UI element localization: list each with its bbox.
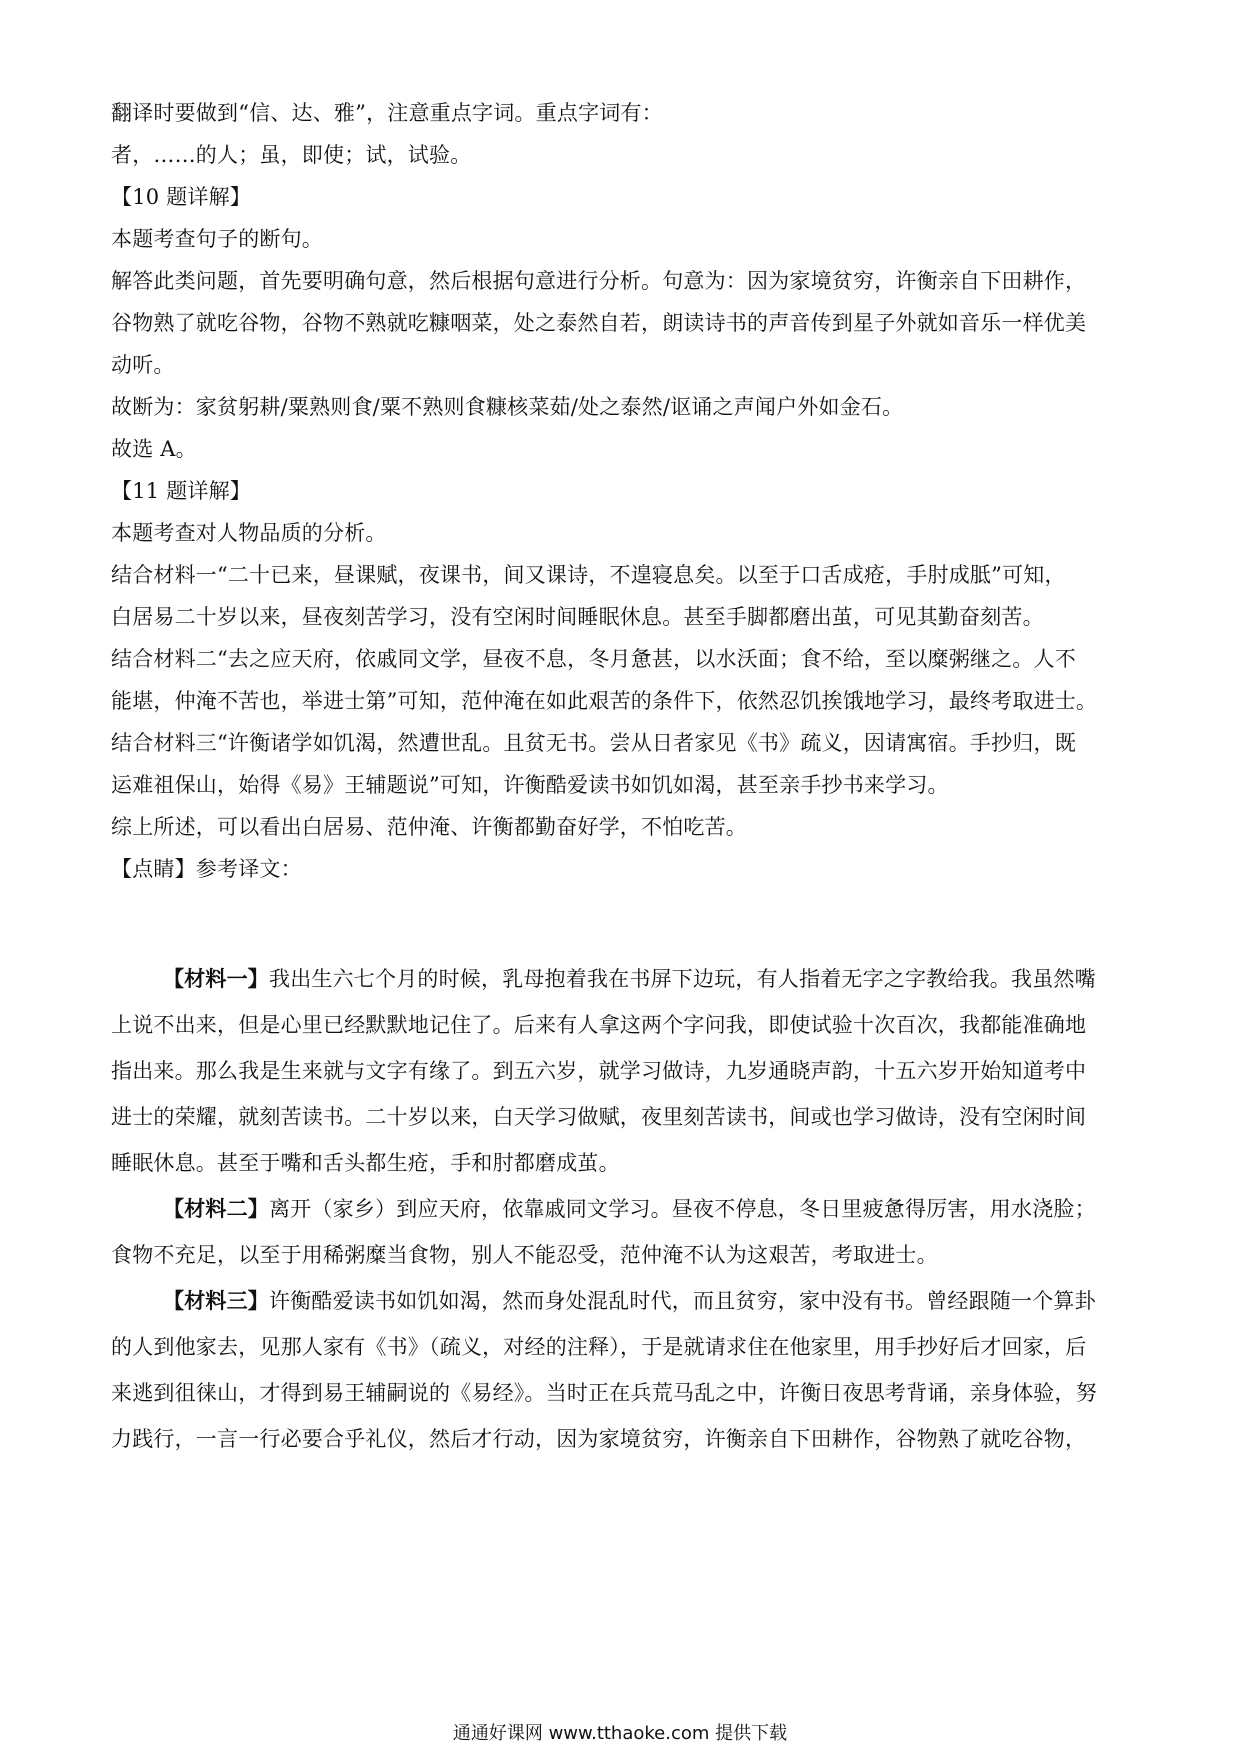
- text-line: 指出来。那么我是生来就与文字有缘了。到五六岁，就学习做诗，九岁通晓声韵，十五六岁开始知道考中: [111, 1059, 1087, 1083]
- text-line: 的人到他家去，见那人家有《书》（疏义，对经的注释），于是就请求住在他家里，用手抄好后才回家，后: [111, 1335, 1087, 1359]
- text-line: 来逃到徂徕山，才得到易王辅嗣说的《易经》。当时正在兵荒马乱之中，许衡日夜思考背诵，亲身体验，努: [111, 1381, 1097, 1405]
- text-line: 故断为：家贫躬耕/粟熟则食/粟不熟则食糠核菜茹/处之泰然/讴诵之声闻户外如金石。: [111, 395, 904, 419]
- text-line: 进士的荣耀，就刻苦读书。二十岁以来，白天学习做赋，夜里刻苦读书，间或也学习做诗，没有空闲时间: [111, 1105, 1087, 1129]
- text-line: 综上所述，可以看出白居易、范仲淹、许衡都勤奋好学，不怕吃苦。: [111, 815, 747, 839]
- material1-first-line: [163, 964, 1131, 994]
- page-footer: 通通好课网 www.tthaoke.com 提供下载: [452, 1723, 788, 1744]
- material2-text: 离开（家乡）到应天府，依靠戚同文学习。昼夜不停息，冬日里疲惫得厉害，用水浇脸；: [269, 1197, 1096, 1221]
- text-line: 食物不充足，以至于用稀粥糜当食物，别人不能忍受，范仲淹不认为这艰苦，考取进士。: [111, 1243, 938, 1267]
- text-line: 结合材料三“许衡诸学如饥渴，然遭世乱。且贫无书。尝从日者家见《书》疏义，因请寓宿。手抄归，既: [111, 731, 1076, 755]
- section-heading-q11: 【11 题详解】: [111, 479, 251, 503]
- text-line: 本题考查句子的断句。: [111, 227, 323, 251]
- text-line: 睡眠休息。甚至于嘴和舌头都生疮，手和肘都磨成茧。: [111, 1151, 620, 1175]
- tips-heading: 【点睛】参考译文：: [111, 857, 302, 881]
- text-line: 能堪，仲淹不苦也，举进士第”可知，范仲淹在如此艰苦的条件下，依然忍饥挨饿地学习，最终考取进士。: [111, 689, 1098, 713]
- text-line: 上说不出来，但是心里已经默默地记住了。后来有人拿这两个字问我，即使试验十次百次，我都能准确地: [111, 1013, 1087, 1037]
- section-heading-q10: 【10 题详解】: [111, 185, 251, 209]
- text-line: 者，……的人；虽，即使；试，试验。: [111, 143, 472, 167]
- material2-label: 【材料二】: [163, 1196, 269, 1221]
- material3-text: 许衡酷爱读书如饥如渴，然而身处混乱时代，而且贫穷，家中没有书。曾经跟随一个算卦: [269, 1289, 1096, 1313]
- material2-first-line: [163, 1194, 1131, 1224]
- material3-first-line: [163, 1286, 1131, 1316]
- text-line: 本题考查对人物品质的分析。: [111, 521, 387, 545]
- answer-line: 故选 A。: [111, 437, 197, 461]
- text-line: 翻译时要做到“信、达、雅”，注意重点字词。重点字词有：: [111, 101, 663, 125]
- text-line: 解答此类问题，首先要明确句意，然后根据句意进行分析。句意为：因为家境贫穷，许衡亲自下田耕作，: [111, 269, 1087, 293]
- material1-text: 我出生六七个月的时候，乳母抱着我在书屏下边玩，有人指着无字之字教给我。我虽然嘴: [269, 967, 1096, 991]
- text-line: 结合材料二“去之应天府，依戚同文学，昼夜不息，冬月惫甚，以水沃面；食不给，至以糜粥继之。人不: [111, 647, 1076, 671]
- text-line: 结合材料一“二十已来，昼课赋，夜课书，间又课诗，不遑寝息矣。以至于口舌成疮，手肘成胝”可知，: [111, 563, 1066, 587]
- text-line: 运难祖保山，始得《易》王辅题说”可知，许衡酷爱读书如饥如渴，甚至亲手抄书来学习。: [111, 773, 949, 797]
- text-line: 动听。: [111, 353, 175, 377]
- text-line: 谷物熟了就吃谷物，谷物不熟就吃糠咽菜，处之泰然自若，朗读诗书的声音传到星子外就如音乐一样优美: [111, 311, 1087, 335]
- text-line: 白居易二十岁以来，昼夜刻苦学习，没有空闲时间睡眠休息。甚至手脚都磨出茧，可见其勤奋刻苦。: [111, 605, 1044, 629]
- material1-label: 【材料一】: [163, 966, 269, 991]
- text-line: 力践行，一言一行必要合乎礼仪，然后才行动，因为家境贫穷，许衡亲自下田耕作，谷物熟了就吃谷物，: [111, 1427, 1087, 1451]
- material3-label: 【材料三】: [163, 1288, 269, 1313]
